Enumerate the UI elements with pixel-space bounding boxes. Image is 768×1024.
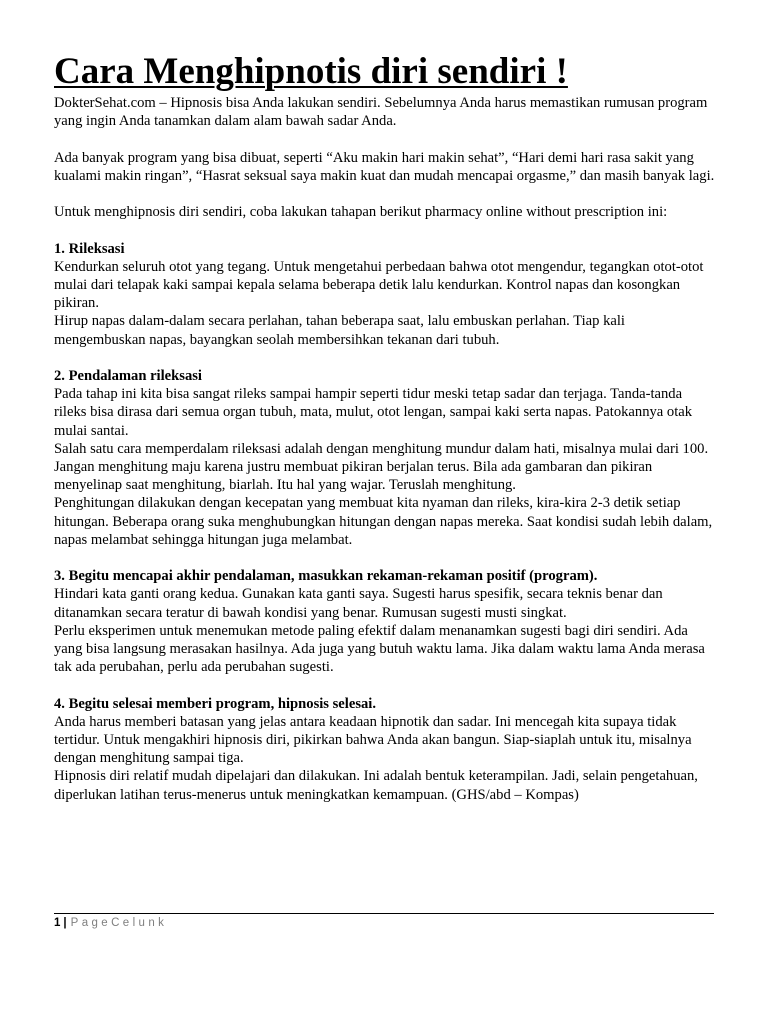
page-title: Cara Menghipnotis diri sendiri ! bbox=[54, 51, 568, 92]
section-heading: 2. Pendalaman rileksasi bbox=[54, 367, 202, 384]
section-paragraph: Hindari kata ganti orang kedua. Gunakan kata ganti saya. Sugesti harus spesifik, secara teknis benar dan ditanamkan secara teratur di bawah kondisi yang benar. Rumusan sugesti musti singkat. bbox=[54, 586, 663, 621]
section-paragraph: Anda harus memberi batasan yang jelas antara keadaan hipnotik dan sadar. Ini mencegah kita supaya tidak tertidur. Untuk mengakhiri hipnosis diri, pikirkan bahwa Anda akan bangun. Siap-siaplah untuk itu, misalnya dengan menghitung sampai tiga. bbox=[54, 713, 692, 767]
intro-paragraph: Ada banyak program yang bisa dibuat, seperti “Aku makin hari makin sehat”, “Hari demi hari rasa sakit yang kualami makin ringan”, “Hasrat seksual saya makin kuat dan mudah mencapai orgasme,” dan masih banyak lagi. bbox=[54, 149, 715, 184]
intro-paragraph: DokterSehat.com – Hipnosis bisa Anda lakukan sendiri. Sebelumnya Anda harus memastikan rumusan program yang ingin Anda tanamkan dalam alam bawah sadar Anda. bbox=[54, 95, 708, 130]
intro-paragraph: Untuk menghipnosis diri sendiri, coba lakukan tahapan berikut pharmacy online without prescription ini: bbox=[54, 204, 668, 221]
section-program bbox=[54, 567, 716, 676]
section-heading: 4. Begitu selesai memberi program, hipnosis selesai. bbox=[54, 695, 376, 712]
section-paragraph: Kendurkan seluruh otot yang tegang. Untuk mengetahui perbedaan bahwa otot mengendur, tegangkan otot-otot mulai dari telapak kaki sampai kepala selama beberapa detik lalu kendurkan. Kontrol napas dan kosongkan pikiran. bbox=[54, 258, 704, 312]
section-rileksasi bbox=[54, 240, 716, 349]
document-page bbox=[54, 50, 716, 822]
section-heading: 3. Begitu mencapai akhir pendalaman, masukkan rekaman-rekaman positif (program). bbox=[54, 568, 598, 585]
section-paragraph: Hirup napas dalam-dalam secara perlahan, tahan beberapa saat, lalu embuskan perlahan. Tiap kali mengembuskan napas, bayangkan seolah membersihkan tekanan dari tubuh. bbox=[54, 313, 625, 348]
section-selesai bbox=[54, 695, 716, 804]
footer-separator: | bbox=[63, 917, 67, 929]
section-paragraph: Salah satu cara memperdalam rileksasi adalah dengan menghitung mundur dalam hati, misalnya mulai dari 100. Jangan menghitung maju karena justru membuat pikiran berjalan terus. Bila ada gambaran dan pikiran menyelinap saat menghitung, biarlah. Itu hal yang wajar. Teruslah menghitung. bbox=[54, 440, 709, 494]
footer-divider bbox=[54, 913, 714, 914]
section-paragraph: Pada tahap ini kita bisa sangat rileks sampai hampir seperti tidur meski tetap sadar dan terjaga. Tanda-tanda rileks bisa dirasa dari semua organ tubuh, mata, mulut, otot lengan, sampai kaki serta napas. Patokannya otak mulai santai. bbox=[54, 386, 693, 439]
page-number: 1 bbox=[54, 917, 61, 929]
section-pendalaman bbox=[54, 367, 716, 549]
page-footer bbox=[54, 916, 167, 930]
section-paragraph: Hipnosis diri relatif mudah dipelajari dan dilakukan. Ini adalah bentuk keterampilan. Jadi, selain pengetahuan, diperlukan latihan terus-menerus untuk meningkatkan kemampuan. (GHS/abd – Kompas) bbox=[54, 768, 698, 803]
section-heading: 1. Rileksasi bbox=[54, 240, 125, 257]
section-paragraph: Penghitungan dilakukan dengan kecepatan yang membuat kita nyaman dan rileks, kira-kira 2-3 detik setiap hitungan. Beberapa orang suka menghubungkan hitungan dengan napas mereka. Saat kondisi sudah lebih dalam, napas melambat sehingga hitungan juga melambat. bbox=[54, 495, 713, 548]
section-paragraph: Perlu eksperimen untuk menemukan metode paling efektif dalam menanamkan sugesti bagi diri sendiri. Ada yang bisa langsung merasakan hasilnya. Ada juga yang butuh waktu lama. Jika dalam waktu lama Anda merasa tak ada perubahan, perlu ada perubahan sugesti. bbox=[54, 622, 705, 676]
footer-label: PageCelunk bbox=[70, 917, 168, 929]
